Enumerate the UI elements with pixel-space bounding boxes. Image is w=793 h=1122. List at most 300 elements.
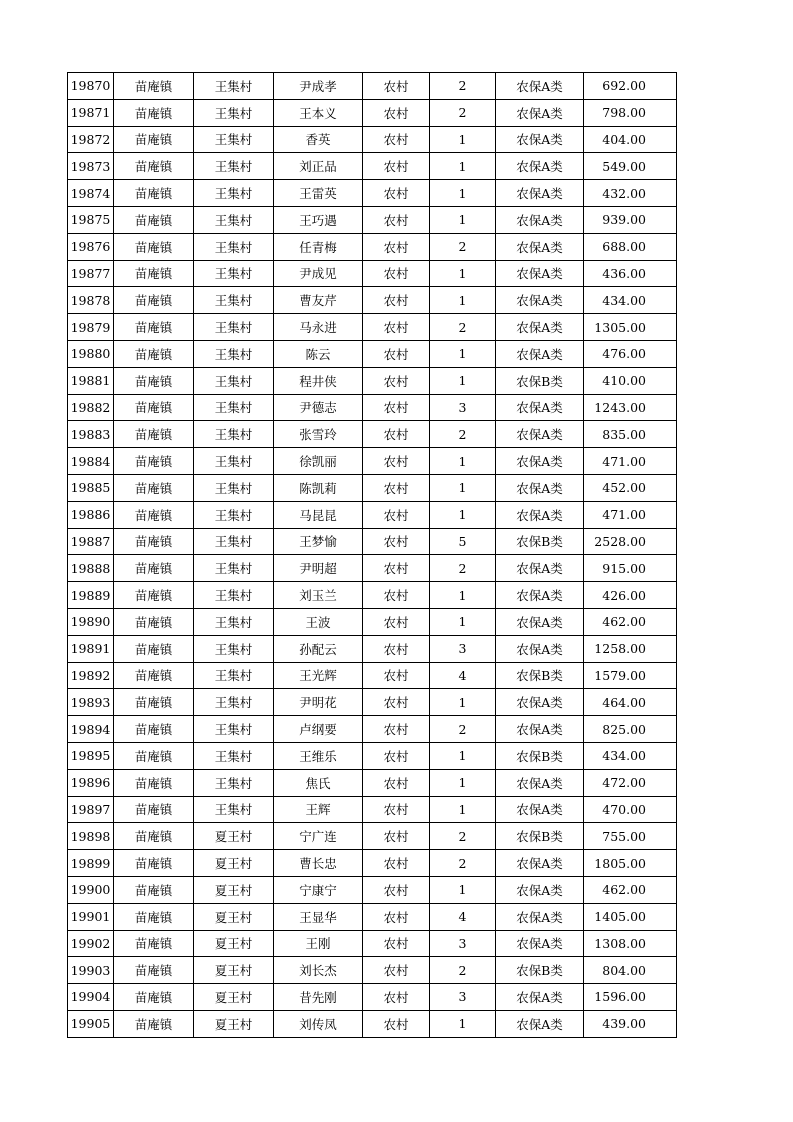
town-cell: 苗庵镇	[114, 528, 194, 555]
id-cell: 19905	[68, 1010, 114, 1037]
name-cell: 尹明超	[274, 555, 363, 582]
type-cell: 农村	[363, 260, 430, 287]
name-cell: 曹友芹	[274, 287, 363, 314]
town-cell: 苗庵镇	[114, 501, 194, 528]
table-row	[68, 367, 677, 394]
category-cell: 农保B类	[496, 528, 584, 555]
id-cell: 19888	[68, 555, 114, 582]
town-cell: 苗庵镇	[114, 823, 194, 850]
count-cell: 2	[430, 314, 496, 341]
category-cell: 农保B类	[496, 742, 584, 769]
town-cell: 苗庵镇	[114, 1010, 194, 1037]
category-cell: 农保A类	[496, 233, 584, 260]
table-row	[68, 689, 677, 716]
table-body	[68, 73, 677, 1038]
count-cell: 1	[430, 206, 496, 233]
category-cell: 农保A类	[496, 555, 584, 582]
table-row	[68, 501, 677, 528]
count-cell: 3	[430, 984, 496, 1011]
village-cell: 王集村	[194, 635, 274, 662]
id-cell: 19892	[68, 662, 114, 689]
town-cell: 苗庵镇	[114, 153, 194, 180]
id-cell: 19877	[68, 260, 114, 287]
town-cell: 苗庵镇	[114, 448, 194, 475]
amount-cell: 1305.00	[584, 314, 677, 341]
id-cell: 19878	[68, 287, 114, 314]
count-cell: 1	[430, 582, 496, 609]
id-cell: 19894	[68, 716, 114, 743]
count-cell: 1	[430, 608, 496, 635]
category-cell: 农保A类	[496, 769, 584, 796]
name-cell: 王辉	[274, 796, 363, 823]
table-row	[68, 73, 677, 100]
amount-cell: 462.00	[584, 876, 677, 903]
name-cell: 宁广连	[274, 823, 363, 850]
town-cell: 苗庵镇	[114, 984, 194, 1011]
id-cell: 19901	[68, 903, 114, 930]
amount-cell: 476.00	[584, 340, 677, 367]
id-cell: 19897	[68, 796, 114, 823]
id-cell: 19879	[68, 314, 114, 341]
amount-cell: 939.00	[584, 206, 677, 233]
village-cell: 王集村	[194, 340, 274, 367]
amount-cell: 432.00	[584, 180, 677, 207]
name-cell: 卢纲要	[274, 716, 363, 743]
count-cell: 3	[430, 394, 496, 421]
table-row	[68, 528, 677, 555]
name-cell: 马永进	[274, 314, 363, 341]
town-cell: 苗庵镇	[114, 635, 194, 662]
table-row	[68, 930, 677, 957]
id-cell: 19886	[68, 501, 114, 528]
village-cell: 王集村	[194, 126, 274, 153]
table-row	[68, 662, 677, 689]
category-cell: 农保A类	[496, 394, 584, 421]
amount-cell: 1308.00	[584, 930, 677, 957]
name-cell: 程井侠	[274, 367, 363, 394]
type-cell: 农村	[363, 689, 430, 716]
category-cell: 农保A类	[496, 984, 584, 1011]
id-cell: 19882	[68, 394, 114, 421]
table-row	[68, 126, 677, 153]
table-row	[68, 287, 677, 314]
type-cell: 农村	[363, 394, 430, 421]
type-cell: 农村	[363, 153, 430, 180]
type-cell: 农村	[363, 957, 430, 984]
count-cell: 3	[430, 635, 496, 662]
id-cell: 19870	[68, 73, 114, 100]
town-cell: 苗庵镇	[114, 903, 194, 930]
count-cell: 1	[430, 876, 496, 903]
category-cell: 农保A类	[496, 930, 584, 957]
village-cell: 夏王村	[194, 1010, 274, 1037]
count-cell: 2	[430, 421, 496, 448]
count-cell: 1	[430, 287, 496, 314]
count-cell: 2	[430, 957, 496, 984]
id-cell: 19884	[68, 448, 114, 475]
village-cell: 王集村	[194, 689, 274, 716]
name-cell: 孙配云	[274, 635, 363, 662]
town-cell: 苗庵镇	[114, 474, 194, 501]
count-cell: 1	[430, 796, 496, 823]
town-cell: 苗庵镇	[114, 930, 194, 957]
amount-cell: 462.00	[584, 608, 677, 635]
id-cell: 19900	[68, 876, 114, 903]
name-cell: 张雪玲	[274, 421, 363, 448]
amount-cell: 404.00	[584, 126, 677, 153]
category-cell: 农保A类	[496, 689, 584, 716]
village-cell: 夏王村	[194, 957, 274, 984]
count-cell: 1	[430, 340, 496, 367]
count-cell: 1	[430, 126, 496, 153]
table-row	[68, 233, 677, 260]
table-row	[68, 180, 677, 207]
category-cell: 农保A类	[496, 421, 584, 448]
type-cell: 农村	[363, 796, 430, 823]
name-cell: 焦氏	[274, 769, 363, 796]
table-row	[68, 608, 677, 635]
category-cell: 农保A类	[496, 73, 584, 100]
village-cell: 王集村	[194, 448, 274, 475]
town-cell: 苗庵镇	[114, 957, 194, 984]
count-cell: 4	[430, 903, 496, 930]
name-cell: 徐凯丽	[274, 448, 363, 475]
type-cell: 农村	[363, 930, 430, 957]
category-cell: 农保A类	[496, 608, 584, 635]
amount-cell: 471.00	[584, 501, 677, 528]
amount-cell: 470.00	[584, 796, 677, 823]
village-cell: 夏王村	[194, 930, 274, 957]
count-cell: 1	[430, 367, 496, 394]
table-row	[68, 876, 677, 903]
category-cell: 农保A类	[496, 474, 584, 501]
village-cell: 王集村	[194, 394, 274, 421]
category-cell: 农保A类	[496, 635, 584, 662]
table-row	[68, 421, 677, 448]
type-cell: 农村	[363, 448, 430, 475]
type-cell: 农村	[363, 608, 430, 635]
table-row	[68, 957, 677, 984]
town-cell: 苗庵镇	[114, 608, 194, 635]
name-cell: 尹成孝	[274, 73, 363, 100]
count-cell: 1	[430, 180, 496, 207]
amount-cell: 426.00	[584, 582, 677, 609]
amount-cell: 1579.00	[584, 662, 677, 689]
count-cell: 1	[430, 689, 496, 716]
count-cell: 5	[430, 528, 496, 555]
table-row	[68, 984, 677, 1011]
count-cell: 1	[430, 260, 496, 287]
town-cell: 苗庵镇	[114, 421, 194, 448]
town-cell: 苗庵镇	[114, 206, 194, 233]
name-cell: 王刚	[274, 930, 363, 957]
type-cell: 农村	[363, 314, 430, 341]
village-cell: 夏王村	[194, 903, 274, 930]
amount-cell: 755.00	[584, 823, 677, 850]
category-cell: 农保A类	[496, 340, 584, 367]
village-cell: 王集村	[194, 769, 274, 796]
table-row	[68, 1010, 677, 1037]
id-cell: 19889	[68, 582, 114, 609]
amount-cell: 825.00	[584, 716, 677, 743]
type-cell: 农村	[363, 662, 430, 689]
table-row	[68, 260, 677, 287]
type-cell: 农村	[363, 421, 430, 448]
name-cell: 王巧遇	[274, 206, 363, 233]
count-cell: 1	[430, 769, 496, 796]
town-cell: 苗庵镇	[114, 850, 194, 877]
name-cell: 刘正品	[274, 153, 363, 180]
name-cell: 尹成见	[274, 260, 363, 287]
count-cell: 1	[430, 742, 496, 769]
type-cell: 农村	[363, 99, 430, 126]
village-cell: 王集村	[194, 421, 274, 448]
table-row	[68, 340, 677, 367]
type-cell: 农村	[363, 769, 430, 796]
category-cell: 农保A类	[496, 1010, 584, 1037]
category-cell: 农保A类	[496, 850, 584, 877]
town-cell: 苗庵镇	[114, 769, 194, 796]
amount-cell: 434.00	[584, 742, 677, 769]
village-cell: 王集村	[194, 73, 274, 100]
count-cell: 2	[430, 555, 496, 582]
table-row	[68, 153, 677, 180]
id-cell: 19891	[68, 635, 114, 662]
table-row	[68, 474, 677, 501]
amount-cell: 915.00	[584, 555, 677, 582]
village-cell: 王集村	[194, 287, 274, 314]
id-cell: 19899	[68, 850, 114, 877]
id-cell: 19873	[68, 153, 114, 180]
amount-cell: 1596.00	[584, 984, 677, 1011]
amount-cell: 1805.00	[584, 850, 677, 877]
id-cell: 19887	[68, 528, 114, 555]
type-cell: 农村	[363, 1010, 430, 1037]
town-cell: 苗庵镇	[114, 260, 194, 287]
table-row	[68, 448, 677, 475]
type-cell: 农村	[363, 367, 430, 394]
village-cell: 王集村	[194, 608, 274, 635]
name-cell: 马昆昆	[274, 501, 363, 528]
table-row	[68, 582, 677, 609]
id-cell: 19875	[68, 206, 114, 233]
category-cell: 农保A类	[496, 206, 584, 233]
category-cell: 农保A类	[496, 582, 584, 609]
village-cell: 王集村	[194, 153, 274, 180]
count-cell: 1	[430, 501, 496, 528]
id-cell: 19896	[68, 769, 114, 796]
amount-cell: 1405.00	[584, 903, 677, 930]
amount-cell: 464.00	[584, 689, 677, 716]
count-cell: 2	[430, 233, 496, 260]
count-cell: 2	[430, 823, 496, 850]
name-cell: 刘长杰	[274, 957, 363, 984]
name-cell: 宁康宁	[274, 876, 363, 903]
village-cell: 夏王村	[194, 984, 274, 1011]
type-cell: 农村	[363, 528, 430, 555]
count-cell: 1	[430, 448, 496, 475]
name-cell: 昔先刚	[274, 984, 363, 1011]
name-cell: 曹长忠	[274, 850, 363, 877]
type-cell: 农村	[363, 823, 430, 850]
type-cell: 农村	[363, 903, 430, 930]
type-cell: 农村	[363, 635, 430, 662]
village-cell: 夏王村	[194, 876, 274, 903]
category-cell: 农保A类	[496, 99, 584, 126]
amount-cell: 472.00	[584, 769, 677, 796]
table-row	[68, 769, 677, 796]
name-cell: 王维乐	[274, 742, 363, 769]
id-cell: 19874	[68, 180, 114, 207]
category-cell: 农保A类	[496, 153, 584, 180]
id-cell: 19898	[68, 823, 114, 850]
id-cell: 19904	[68, 984, 114, 1011]
type-cell: 农村	[363, 984, 430, 1011]
count-cell: 1	[430, 474, 496, 501]
town-cell: 苗庵镇	[114, 233, 194, 260]
category-cell: 农保A类	[496, 287, 584, 314]
table-row	[68, 796, 677, 823]
town-cell: 苗庵镇	[114, 662, 194, 689]
table-row	[68, 206, 677, 233]
village-cell: 王集村	[194, 662, 274, 689]
type-cell: 农村	[363, 850, 430, 877]
count-cell: 1	[430, 153, 496, 180]
id-cell: 19903	[68, 957, 114, 984]
table-row	[68, 823, 677, 850]
name-cell: 尹德志	[274, 394, 363, 421]
town-cell: 苗庵镇	[114, 367, 194, 394]
category-cell: 农保A类	[496, 314, 584, 341]
category-cell: 农保A类	[496, 260, 584, 287]
town-cell: 苗庵镇	[114, 314, 194, 341]
name-cell: 任青梅	[274, 233, 363, 260]
type-cell: 农村	[363, 126, 430, 153]
town-cell: 苗庵镇	[114, 73, 194, 100]
village-cell: 王集村	[194, 367, 274, 394]
type-cell: 农村	[363, 716, 430, 743]
id-cell: 19890	[68, 608, 114, 635]
table-row	[68, 394, 677, 421]
count-cell: 2	[430, 73, 496, 100]
type-cell: 农村	[363, 73, 430, 100]
town-cell: 苗庵镇	[114, 126, 194, 153]
village-cell: 王集村	[194, 796, 274, 823]
count-cell: 2	[430, 850, 496, 877]
amount-cell: 434.00	[584, 287, 677, 314]
category-cell: 农保B类	[496, 662, 584, 689]
town-cell: 苗庵镇	[114, 876, 194, 903]
type-cell: 农村	[363, 582, 430, 609]
village-cell: 王集村	[194, 99, 274, 126]
amount-cell: 2528.00	[584, 528, 677, 555]
village-cell: 王集村	[194, 180, 274, 207]
village-cell: 王集村	[194, 233, 274, 260]
name-cell: 尹明花	[274, 689, 363, 716]
id-cell: 19902	[68, 930, 114, 957]
village-cell: 王集村	[194, 716, 274, 743]
count-cell: 4	[430, 662, 496, 689]
amount-cell: 452.00	[584, 474, 677, 501]
id-cell: 19893	[68, 689, 114, 716]
village-cell: 王集村	[194, 555, 274, 582]
category-cell: 农保A类	[496, 180, 584, 207]
village-cell: 王集村	[194, 582, 274, 609]
town-cell: 苗庵镇	[114, 180, 194, 207]
type-cell: 农村	[363, 180, 430, 207]
town-cell: 苗庵镇	[114, 582, 194, 609]
amount-cell: 798.00	[584, 99, 677, 126]
name-cell: 刘玉兰	[274, 582, 363, 609]
category-cell: 农保A类	[496, 126, 584, 153]
town-cell: 苗庵镇	[114, 99, 194, 126]
village-cell: 王集村	[194, 528, 274, 555]
table-row	[68, 555, 677, 582]
town-cell: 苗庵镇	[114, 742, 194, 769]
id-cell: 19876	[68, 233, 114, 260]
type-cell: 农村	[363, 233, 430, 260]
table-row	[68, 314, 677, 341]
type-cell: 农村	[363, 287, 430, 314]
amount-cell: 439.00	[584, 1010, 677, 1037]
type-cell: 农村	[363, 340, 430, 367]
table-row	[68, 716, 677, 743]
id-cell: 19871	[68, 99, 114, 126]
type-cell: 农村	[363, 555, 430, 582]
town-cell: 苗庵镇	[114, 287, 194, 314]
name-cell: 王光辉	[274, 662, 363, 689]
amount-cell: 471.00	[584, 448, 677, 475]
type-cell: 农村	[363, 501, 430, 528]
category-cell: 农保B类	[496, 823, 584, 850]
name-cell: 王梦愉	[274, 528, 363, 555]
id-cell: 19883	[68, 421, 114, 448]
village-cell: 王集村	[194, 474, 274, 501]
village-cell: 王集村	[194, 742, 274, 769]
name-cell: 王雷英	[274, 180, 363, 207]
amount-cell: 436.00	[584, 260, 677, 287]
table-row	[68, 903, 677, 930]
name-cell: 王波	[274, 608, 363, 635]
name-cell: 陈凯莉	[274, 474, 363, 501]
id-cell: 19895	[68, 742, 114, 769]
category-cell: 农保A类	[496, 501, 584, 528]
table-row	[68, 850, 677, 877]
count-cell: 2	[430, 716, 496, 743]
town-cell: 苗庵镇	[114, 716, 194, 743]
name-cell: 王显华	[274, 903, 363, 930]
name-cell: 香英	[274, 126, 363, 153]
village-cell: 王集村	[194, 206, 274, 233]
type-cell: 农村	[363, 206, 430, 233]
category-cell: 农保A类	[496, 876, 584, 903]
table-row	[68, 635, 677, 662]
category-cell: 农保A类	[496, 903, 584, 930]
amount-cell: 835.00	[584, 421, 677, 448]
type-cell: 农村	[363, 742, 430, 769]
town-cell: 苗庵镇	[114, 340, 194, 367]
category-cell: 农保B类	[496, 367, 584, 394]
village-cell: 王集村	[194, 260, 274, 287]
count-cell: 2	[430, 99, 496, 126]
id-cell: 19880	[68, 340, 114, 367]
table-row	[68, 742, 677, 769]
village-cell: 夏王村	[194, 850, 274, 877]
subsidy-table	[67, 72, 677, 1038]
category-cell: 农保B类	[496, 957, 584, 984]
amount-cell: 549.00	[584, 153, 677, 180]
id-cell: 19881	[68, 367, 114, 394]
